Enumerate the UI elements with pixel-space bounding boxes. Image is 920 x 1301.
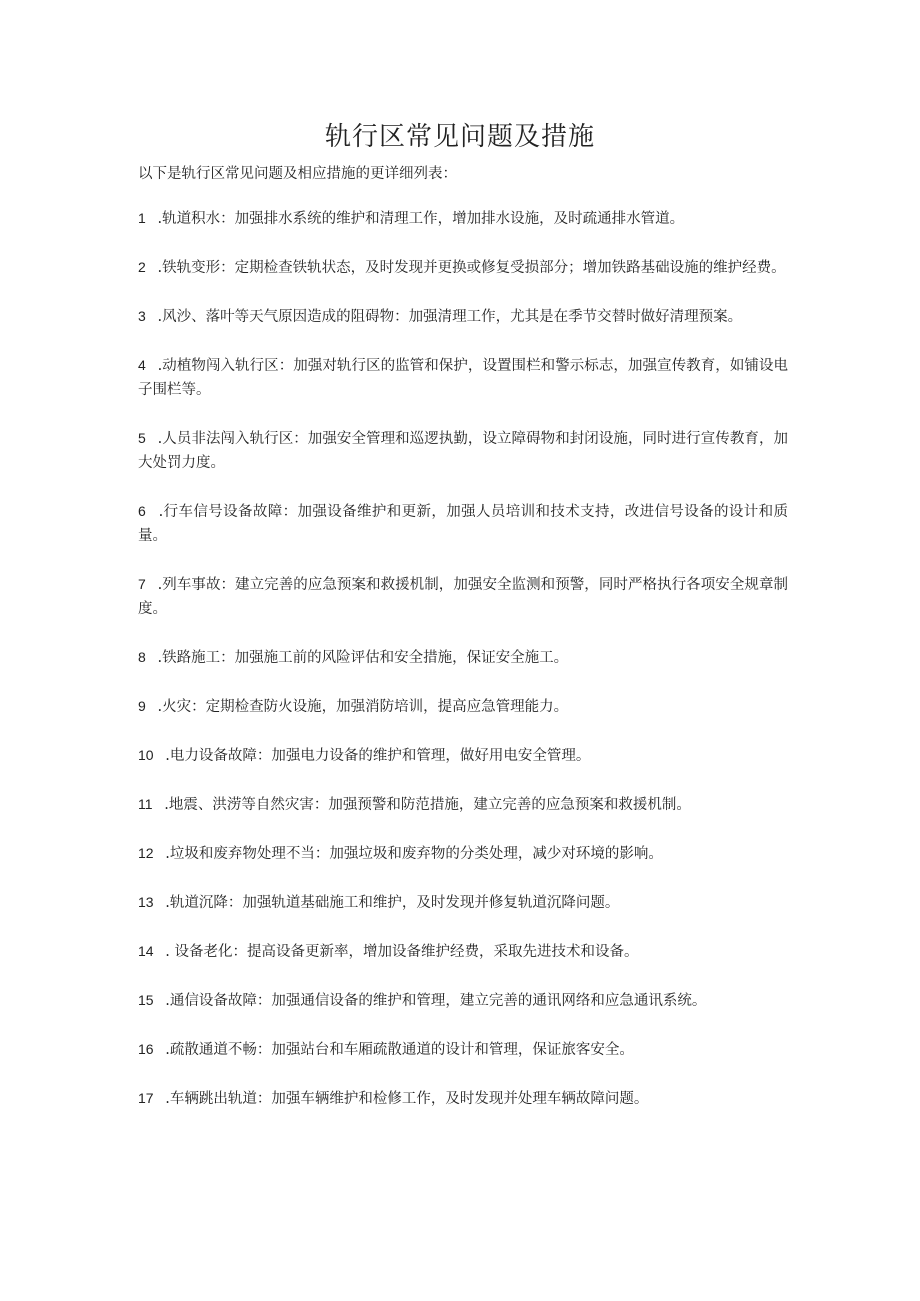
page-title: 轨行区常见问题及措施 bbox=[324, 122, 595, 152]
item-number: 6 bbox=[138, 503, 146, 519]
item-number: 13 bbox=[138, 894, 154, 910]
list-item bbox=[138, 1037, 788, 1062]
intro-paragraph: 以下是轨行区常见问题及相应措施的更详细列表： bbox=[138, 166, 457, 182]
item-number: 7 bbox=[138, 576, 146, 592]
item-text: .轨道沉降：加强轨道基础施工和维护，及时发现并修复轨道沉降问题。 bbox=[165, 895, 620, 911]
list-item bbox=[138, 304, 788, 329]
item-number: 10 bbox=[138, 747, 154, 763]
list-item bbox=[138, 939, 788, 964]
list-item bbox=[138, 206, 788, 231]
item-text: .通信设备故障：加强通信设备的维护和管理，建立完善的通讯网络和应急通讯系统。 bbox=[165, 993, 707, 1009]
list-item bbox=[138, 890, 788, 915]
item-text: .车辆跳出轨道：加强车辆维护和检修工作，及时发现并处理车辆故障问题。 bbox=[165, 1091, 649, 1107]
item-text: .风沙、落叶等天气原因造成的阻碍物：加强清理工作，尤其是在季节交替时做好清理预案。 bbox=[157, 309, 743, 325]
item-number: 16 bbox=[138, 1041, 154, 1057]
list-item bbox=[138, 1086, 788, 1111]
item-number: 3 bbox=[138, 308, 146, 324]
list-item bbox=[138, 426, 788, 475]
item-text: .电力设备故障：加强电力设备的维护和管理，做好用电安全管理。 bbox=[165, 748, 591, 764]
item-number: 5 bbox=[138, 430, 146, 446]
item-text: .疏散通道不畅：加强站台和车厢疏散通道的设计和管理，保证旅客安全。 bbox=[165, 1042, 634, 1058]
list-item bbox=[138, 743, 788, 768]
item-number: 1 bbox=[138, 210, 146, 226]
list-item bbox=[138, 572, 788, 621]
list-item bbox=[138, 988, 788, 1013]
list-item bbox=[138, 792, 788, 817]
item-text: .地震、洪涝等自然灾害：加强预警和防范措施，建立完善的应急预案和救援机制。 bbox=[164, 797, 691, 813]
issues-list bbox=[138, 206, 788, 1135]
item-number: 14 bbox=[138, 943, 154, 959]
item-text: . 设备老化：提高设备更新率，增加设备维护经费，采取先进技术和设备。 bbox=[165, 944, 639, 960]
item-number: 2 bbox=[138, 259, 146, 275]
item-number: 12 bbox=[138, 845, 154, 861]
item-text: .行车信号设备故障：加强设备维护和更新，加强人员培训和技术支持，改进信号设备的设计和质量。 bbox=[138, 504, 789, 544]
item-text: .铁路施工：加强施工前的风险评估和安全措施，保证安全施工。 bbox=[157, 650, 569, 666]
list-item bbox=[138, 841, 788, 866]
item-text: .动植物闯入轨行区：加强对轨行区的监管和保护，设置围栏和警示标志，加强宣传教育，如铺设电子围栏等。 bbox=[138, 358, 788, 398]
list-item bbox=[138, 694, 788, 719]
item-text: .人员非法闯入轨行区：加强安全管理和巡逻执勤，设立障碍物和封闭设施，同时进行宣传教育，加大处罚力度。 bbox=[138, 431, 788, 471]
list-item bbox=[138, 645, 788, 670]
item-text: .垃圾和废弃物处理不当：加强垃圾和废弃物的分类处理，减少对环境的影响。 bbox=[165, 846, 663, 862]
item-number: 4 bbox=[138, 357, 146, 373]
item-text: .火灾：定期检查防火设施，加强消防培训，提高应急管理能力。 bbox=[157, 699, 569, 715]
item-number: 8 bbox=[138, 649, 146, 665]
list-item bbox=[138, 255, 788, 280]
item-number: 11 bbox=[138, 796, 153, 812]
list-item bbox=[138, 499, 788, 548]
item-number: 17 bbox=[138, 1090, 154, 1106]
item-number: 9 bbox=[138, 698, 146, 714]
item-text: .轨道积水：加强排水系统的维护和清理工作，增加排水设施，及时疏通排水管道。 bbox=[157, 211, 685, 227]
item-text: .铁轨变形：定期检查铁轨状态，及时发现并更换或修复受损部分；增加铁路基础设施的维护经费。 bbox=[157, 260, 786, 276]
item-text: .列车事故：建立完善的应急预案和救援机制，加强安全监测和预警，同时严格执行各项安全规章制度。 bbox=[138, 577, 788, 617]
item-number: 15 bbox=[138, 992, 154, 1008]
list-item bbox=[138, 353, 788, 402]
